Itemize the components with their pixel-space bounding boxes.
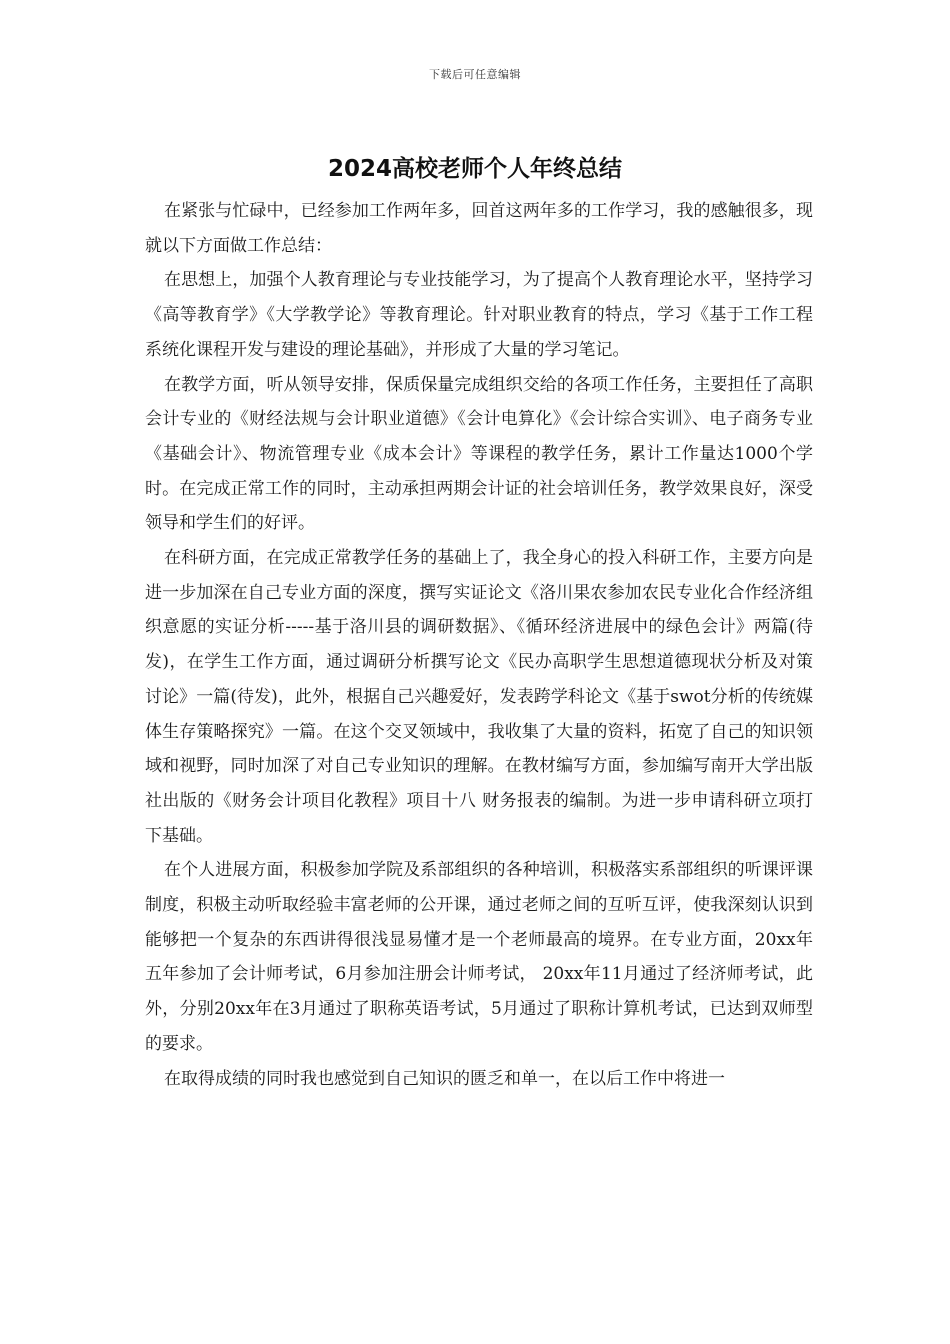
paragraph-ideology: 在思想上，加强个人教育理论与专业技能学习，为了提高个人教育理论水平，坚持学习《高等教育学》《大学教学论》等教育理论。针对职业教育的特点，学习《基于工作工程系统化课程开发与建设的理论基础》，并形成了大量的学习笔记。 (145, 270, 813, 360)
paragraph-personal-development: 在个人进展方面，积极参加学院及系部组织的各种培训，积极落实系部组织的听课评课制度，积极主动听取经验丰富老师的公开课，通过老师之间的互听互评，使我深刻认识到能够把一个复杂的东西讲得很浅显易懂才是一个老师最高的境界。在专业方面，20xx年五年参加了会计师考试，6月参加注册会计师考试， 20xx年11月通过了经济师考试，此外，分别20xx年在3月通过了职称英语考试，5月通过了职称计算机考试，已达到双师型的要求。 (145, 860, 813, 1054)
paragraph-shortcomings: 在取得成绩的同时我也感觉到自己知识的匮乏和单一，在以后工作中将进一 (164, 1068, 725, 1089)
paragraph-research: 在科研方面，在完成正常教学任务的基础上了，我全身心的投入科研工作，主要方向是进一步加深在自己专业方面的深度，撰写实证论文《洛川果农参加农民专业化合作经济组织意愿的实证分析-----基于洛川县的调研数据》、《循环经济进展中的绿色会计》两篇(待发)，在学生工作方面，通过调研分析撰写论文《民办高职学生思想道德现状分析及对策讨论》一篇(待发)，此外，根据自己兴趣爱好，发表跨学科论文《基于swot分析的传统媒体生存策略探究》一篇。在这个交叉领域中，我收集了大量的资料，拓宽了自己的知识领域和视野，同时加深了对自己专业知识的理解。在教材编写方面，参加编写南开大学出版社出版的《财务会计项目化教程》项目十八 财务报表的编制。为进一步申请科研立项打下基础。 (145, 548, 813, 846)
paragraph-intro: 在紧张与忙碌中，已经参加工作两年多，回首这两年多的工作学习，我的感触很多，现就以下方面做工作总结： (145, 201, 813, 256)
document-title: 2024高校老师个人年终总结 (327, 156, 622, 182)
header-note: 下载后可任意编辑 (429, 68, 521, 81)
document-body (145, 194, 813, 1096)
paragraph-teaching: 在教学方面，听从领导安排，保质保量完成组织交给的各项工作任务，主要担任了高职会计专业的《财经法规与会计职业道德》《会计电算化》《会计综合实训》、电子商务专业《基础会计》、物流管理专业《成本会计》等课程的教学任务，累计工作量达1000个学时。在完成正常工作的同时，主动承担两期会计证的社会培训任务，教学效果良好，深受领导和学生们的好评。 (145, 374, 813, 534)
